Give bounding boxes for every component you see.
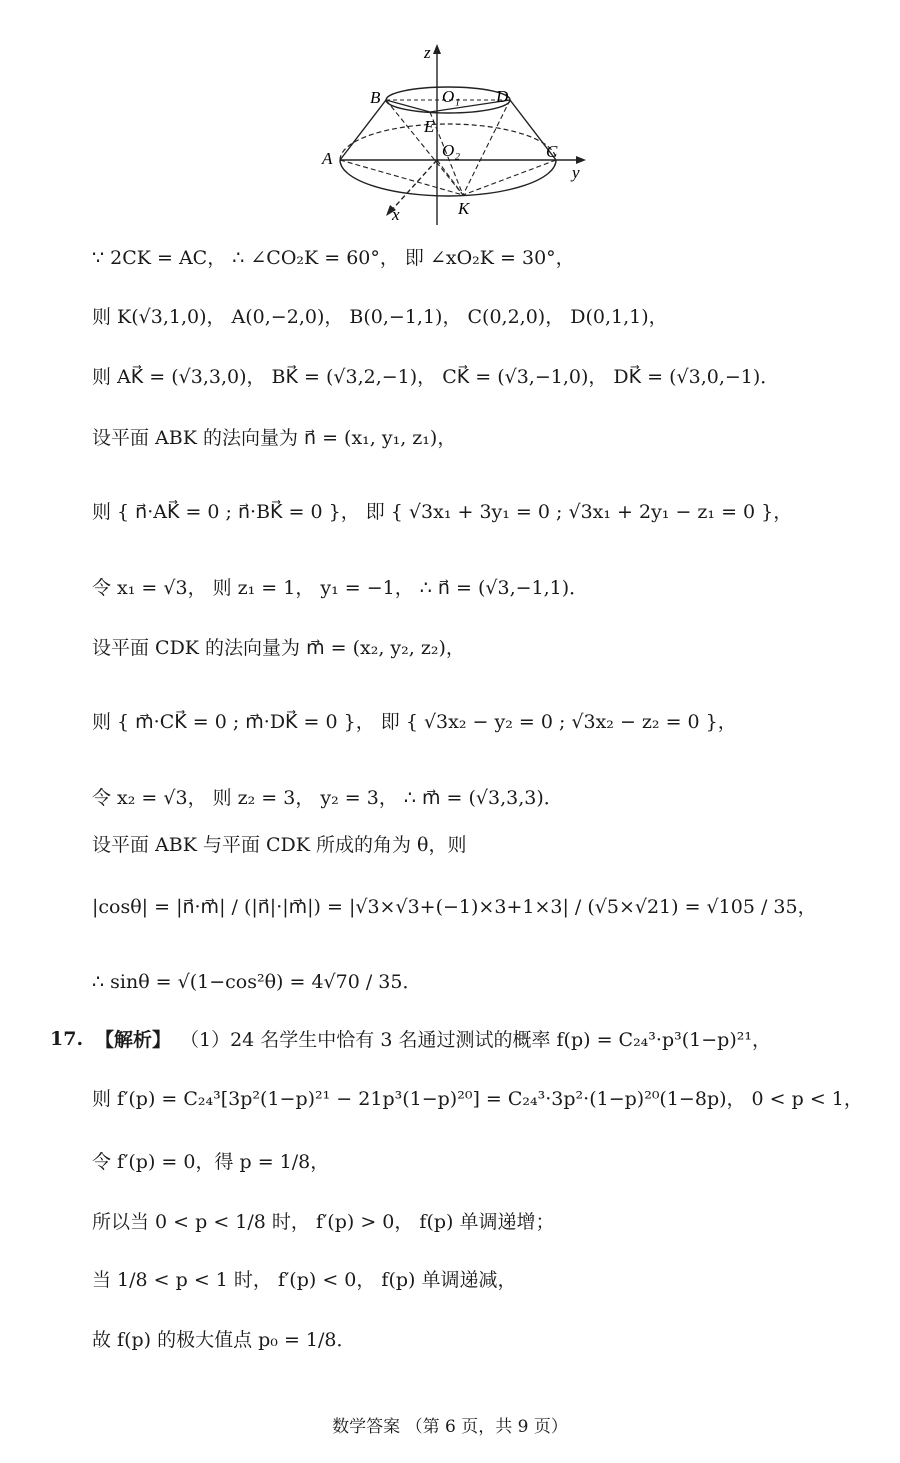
solution-line-1: ∵ 2CK = AC， ∴ ∠CO₂K = 60°， 即 ∠xO₂K = 30°，: [92, 247, 575, 269]
label-O1: O₁: [442, 87, 461, 106]
solution-line-2: 则 K(√3,1,0)， A(0,−2,0)， B(0,−1,1)， C(0,2,0)， D(0,1,1)，: [92, 306, 668, 328]
q17-line-3: 令 f′(p) = 0，得 p = 1/8，: [92, 1151, 330, 1173]
label-z: z: [424, 43, 431, 62]
label-O2: O₂: [442, 141, 461, 160]
question-17-heading: 【解析】: [95, 1029, 172, 1051]
solution-line-4: 设平面 ABK 的法向量为 n⃗ = (x₁, y₁, z₁)，: [92, 427, 457, 449]
q17-line-5: 当 1/8 < p < 1 时， f′(p) < 0， f(p) 单调递减，: [92, 1269, 517, 1291]
solution-line-10: 设平面 ABK 与平面 CDK 所成的角为 θ，则: [92, 834, 467, 856]
question-17-number: 17.: [50, 1028, 84, 1050]
solution-line-9: 令 x₂ = √3， 则 z₂ = 3， y₂ = 3， ∴ m⃗ = (√3,3,3)．: [92, 787, 563, 809]
q17-line-4: 所以当 0 < p < 1/8 时， f′(p) > 0， f(p) 单调递增；: [92, 1211, 555, 1233]
label-A: A: [322, 149, 333, 168]
solution-line-11: |cosθ| = |n⃗·m⃗| / (|n⃗|·|m⃗|) = |√3×√3+(−1)×3+1×3| / (√5×√21) = √105 / 35，: [92, 896, 817, 918]
label-x: x: [392, 205, 400, 224]
solution-line-3: 则 AK⃗ = (√3,3,0)， BK⃗ = (√3,2,−1)， CK⃗ = (√3,−1,0)， DK⃗ = (√3,0,−1)．: [92, 366, 780, 388]
solution-line-6: 令 x₁ = √3， 则 z₁ = 1， y₁ = −1， ∴ n⃗ = (√3,−1,1)．: [92, 577, 589, 599]
label-B: B: [370, 88, 381, 107]
solution-line-5: 则 { n⃗·AK⃗ = 0 ; n⃗·BK⃗ = 0 }， 即 { √3x₁ + 3y₁ = 0 ; √3x₁ + 2y₁ − z₁ = 0 }，: [92, 501, 793, 523]
solution-line-7: 设平面 CDK 的法向量为 m⃗ = (x₂, y₂, z₂)，: [92, 637, 465, 659]
q17-line-6: 故 f(p) 的极大值点 p₀ = 1/8．: [92, 1329, 356, 1351]
label-C: C: [546, 142, 558, 161]
frustum-figure: [320, 40, 600, 230]
label-K: K: [458, 199, 470, 218]
q17-line-1: （1）24 名学生中恰有 3 名通过测试的概率 f(p) = C₂₄³·p³(1−p)²¹，: [180, 1029, 771, 1051]
label-E: E: [424, 117, 435, 136]
solution-line-8: 则 { m⃗·CK⃗ = 0 ; m⃗·DK⃗ = 0 }， 即 { √3x₂ − y₂ = 0 ; √3x₂ − z₂ = 0 }，: [92, 711, 737, 733]
solution-line-12: ∴ sinθ = √(1−cos²θ) = 4√70 / 35．: [92, 971, 422, 993]
q17-line-2: 则 f′(p) = C₂₄³[3p²(1−p)²¹ − 21p³(1−p)²⁰] = C₂₄³·3p²·(1−p)²⁰(1−8p)， 0 < p < 1，: [92, 1088, 863, 1110]
page-footer: 数学答案 （第 6 页，共 9 页）: [332, 1417, 568, 1437]
label-D: D: [496, 87, 509, 106]
label-y: y: [572, 163, 580, 182]
